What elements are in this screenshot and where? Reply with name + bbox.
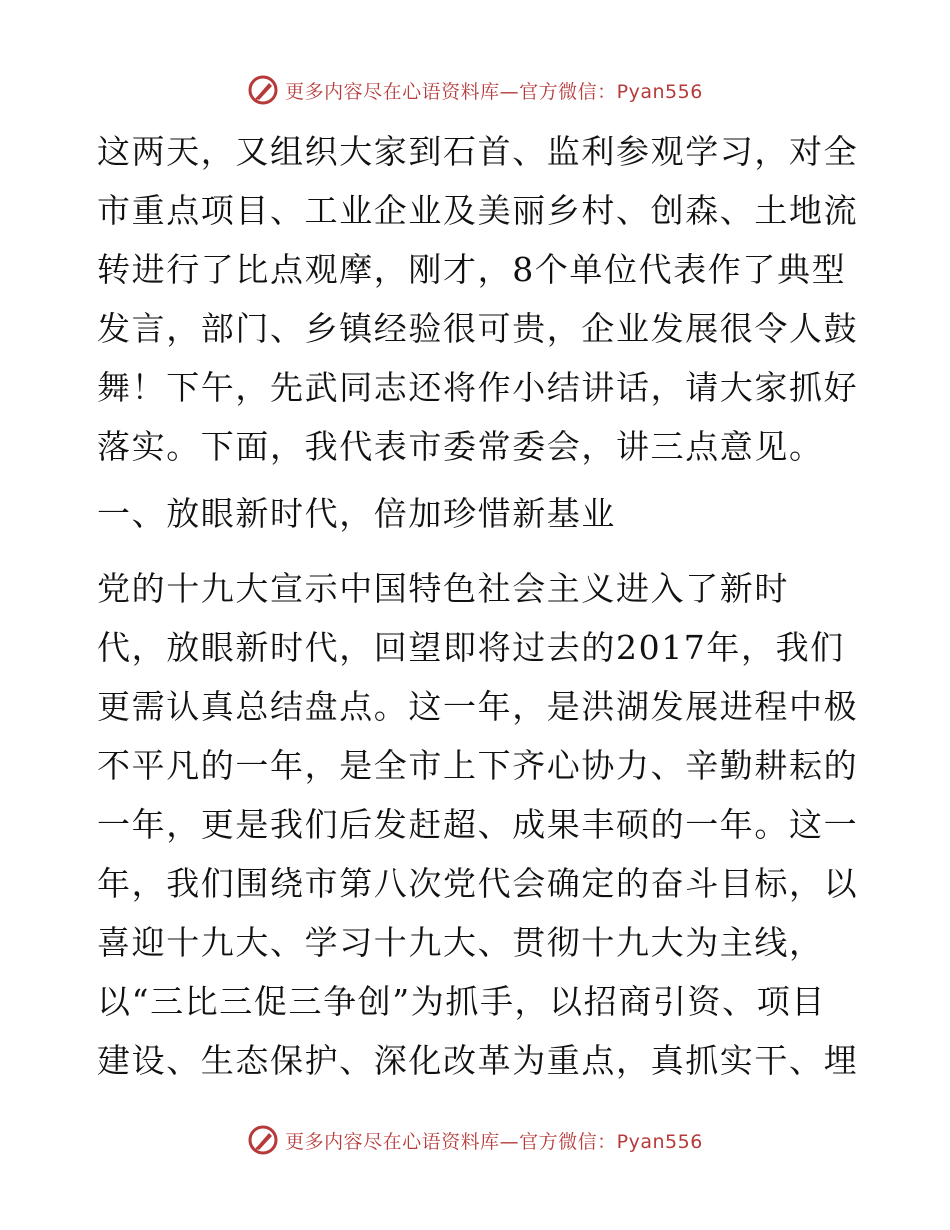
section-heading: 一、放眼新时代，倍加珍惜新基业: [97, 494, 616, 533]
text-line: 喜迎十九大、学习十九大、贯彻十九大为主线，: [97, 923, 824, 962]
text-line: 市重点项目、工业企业及美丽乡村、创森、土地流: [97, 191, 859, 230]
quill-pen-logo-icon: [247, 74, 279, 106]
document-body: [97, 122, 857, 1090]
text-line: 党的十九大宣示中国特色社会主义进入了新时: [97, 569, 789, 608]
text-line: 更需认真总结盘点。这一年，是洪湖发展进程中极: [97, 687, 859, 726]
text-line: 不平凡的一年，是全市上下齐心协力、辛勤耕耘的: [97, 746, 859, 785]
watermark-text: 更多内容尽在心语资料库—官方微信：Pyan556: [285, 1130, 703, 1153]
text-line: 建设、生态保护、深化改革为重点，真抓实干、埋: [97, 1041, 859, 1080]
text-line: 舞！下午，先武同志还将作小结讲话，请大家抓好: [97, 368, 859, 407]
watermark-group: [247, 1124, 703, 1156]
text-line: 落实。下面，我代表市委常委会，讲三点意见。: [97, 427, 824, 466]
paragraph-intro: [97, 122, 857, 476]
text-line: 发言，部门、乡镇经验很可贵，企业发展很令人鼓: [97, 309, 859, 348]
text-line: 转进行了比点观摩，刚才，8个单位代表作了典型: [97, 250, 847, 289]
text-line: 一年，更是我们后发赶超、成果丰硕的一年。这一: [97, 805, 859, 844]
watermark-group: [247, 74, 703, 106]
text-line: 年，我们围绕市第八次党代会确定的奋斗目标，以: [97, 864, 859, 903]
footer-watermark: [0, 1120, 950, 1160]
quill-pen-logo-icon: [247, 1124, 279, 1156]
text-line: 代，放眼新时代，回望即将过去的2017年，我们: [97, 628, 845, 667]
text-line: 这两天，又组织大家到石首、监利参观学习，对全: [97, 132, 859, 171]
watermark-text: 更多内容尽在心语资料库—官方微信：Pyan556: [285, 80, 703, 103]
text-line: 以“三比三促三争创”为抓手，以招商引资、项目: [97, 982, 826, 1021]
header-watermark: [0, 70, 950, 110]
paragraph-new-era: [97, 559, 857, 1090]
